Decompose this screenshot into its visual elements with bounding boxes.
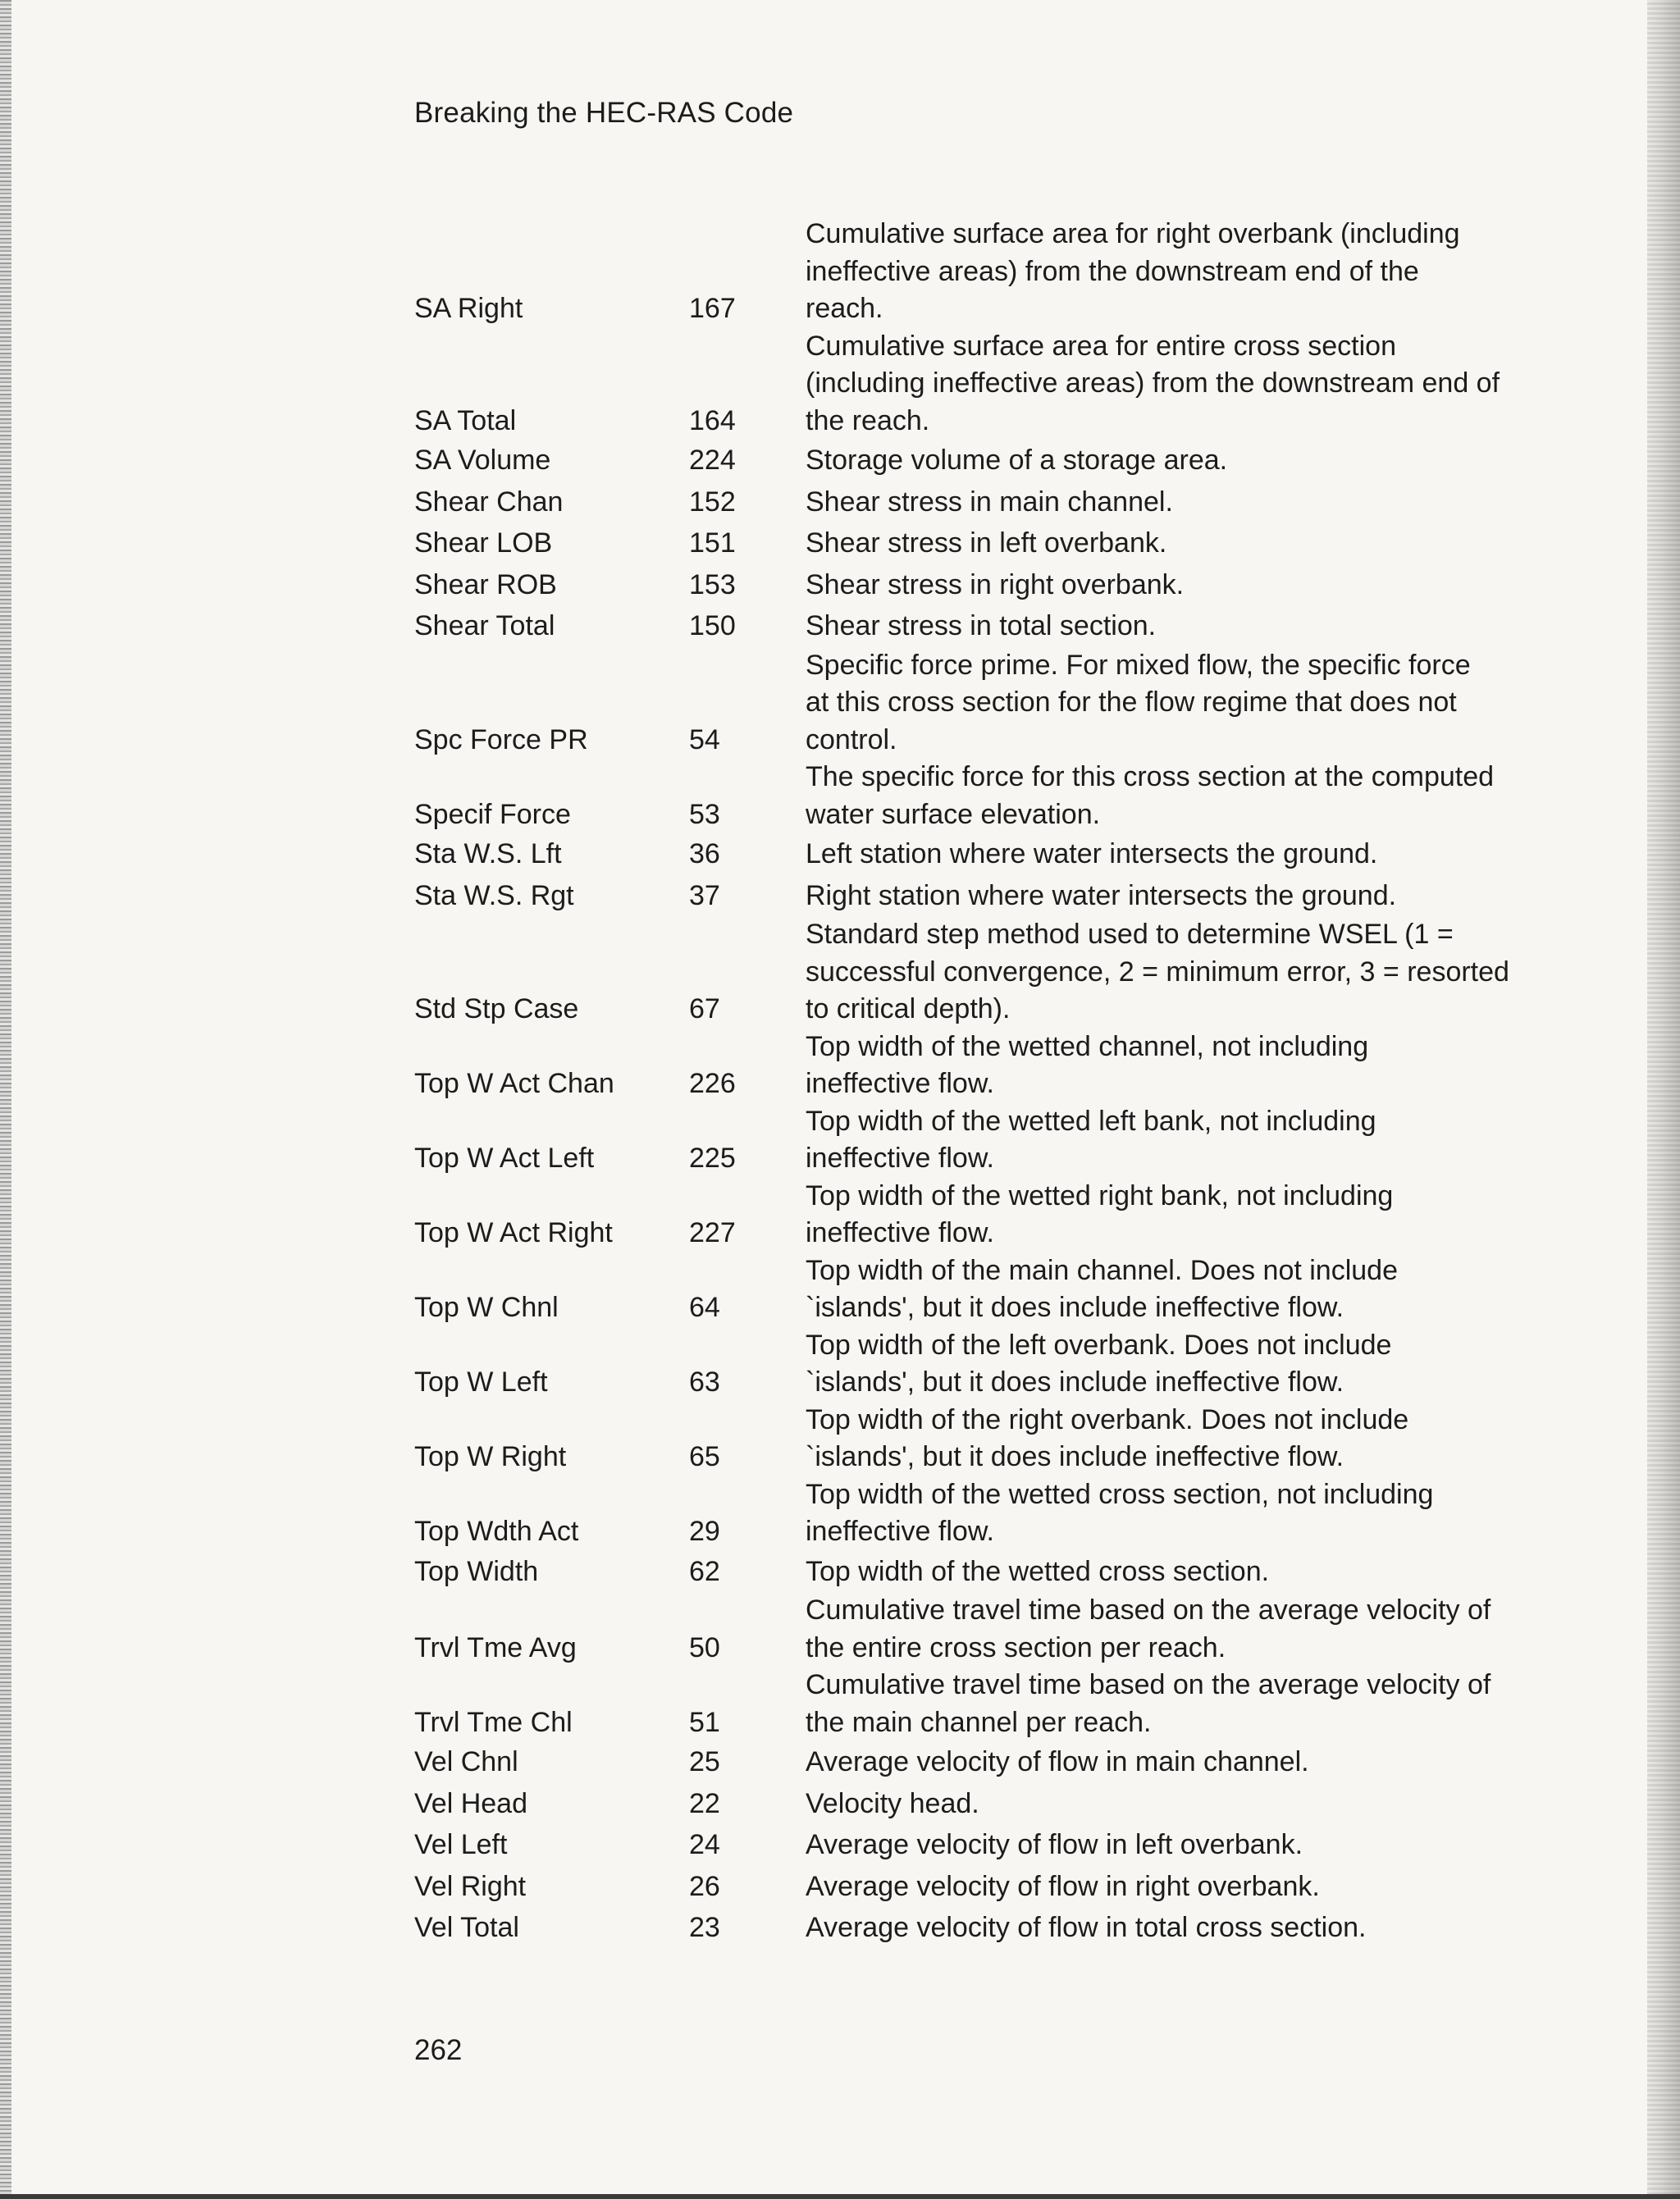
variable-name: Trvl Tme Avg: [414, 1631, 577, 1663]
variable-name: Spc Force PR: [414, 723, 588, 755]
variable-name: Vel Head: [414, 1787, 527, 1819]
table-row: [414, 875, 1563, 917]
variable-name: SA Volume: [414, 445, 551, 476]
variable-table: [414, 216, 1563, 1949]
variable-description: Cumulative surface area for entire cross section (including ineffective areas) from the downstream end of the reach.: [806, 330, 1500, 436]
variable-code: 153: [689, 568, 736, 600]
variable-code: 151: [689, 527, 736, 559]
variable-description: Top width of the right overbank. Does not include `islands', but it does include ineffective flow.: [806, 1403, 1409, 1472]
variable-name: SA Total: [414, 404, 517, 436]
variable-code: 152: [689, 486, 736, 518]
variable-description: Cumulative surface area for right overbank (including ineffective areas) from the downstream end of the reach.: [806, 218, 1460, 324]
variable-description: Average velocity of flow in left overbank.: [806, 1829, 1303, 1860]
variable-code: 67: [689, 993, 720, 1024]
table-row: [414, 1667, 1563, 1741]
variable-description: Shear stress in left overbank.: [806, 527, 1167, 559]
variable-name: Vel Chnl: [414, 1746, 518, 1777]
table-row: [414, 1402, 1563, 1476]
table-row: [414, 522, 1563, 564]
variable-code: 227: [689, 1217, 736, 1248]
table-row: [414, 833, 1563, 875]
variable-code: 224: [689, 445, 736, 476]
running-head: Breaking the HEC-RAS Code: [414, 97, 794, 129]
variable-name: Trvl Tme Chl: [414, 1706, 573, 1738]
variable-name: Std Stp Case: [414, 993, 579, 1024]
variable-code: 164: [689, 404, 736, 436]
table-row: [414, 1741, 1563, 1783]
table-row: [414, 1551, 1563, 1593]
table-row: [414, 1592, 1563, 1667]
variable-code: 24: [689, 1829, 720, 1860]
variable-description: Top width of the main channel. Does not include `islands', but it does include ineffective flow.: [806, 1254, 1399, 1323]
table-row: [414, 1029, 1563, 1103]
variable-code: 36: [689, 838, 720, 869]
table-row: [414, 647, 1563, 760]
variable-code: 63: [689, 1366, 720, 1398]
variable-code: 22: [689, 1787, 720, 1819]
variable-description: Top width of the wetted right bank, not including ineffective flow.: [806, 1179, 1394, 1248]
variable-name: Shear ROB: [414, 568, 557, 600]
variable-description: Top width of the left overbank. Does not include `islands', but it does include ineffective flow.: [806, 1329, 1392, 1398]
variable-description: Average velocity of flow in main channel.: [806, 1746, 1309, 1777]
table-row: [414, 1824, 1563, 1866]
variable-code: 64: [689, 1292, 720, 1323]
variable-description: Top width of the wetted cross section.: [806, 1555, 1270, 1587]
variable-description: Shear stress in total section.: [806, 610, 1157, 641]
variable-code: 167: [689, 293, 736, 324]
variable-code: 51: [689, 1706, 720, 1738]
variable-name: Top W Act Right: [414, 1217, 613, 1248]
variable-name: Specif Force: [414, 798, 571, 830]
table-row: [414, 440, 1563, 481]
variable-code: 54: [689, 723, 720, 755]
variable-code: 29: [689, 1516, 720, 1547]
variable-description: Cumulative travel time based on the average velocity of the entire cross section per reach.: [806, 1595, 1491, 1663]
variable-description: Average velocity of flow in right overbank.: [806, 1870, 1320, 1902]
variable-code: 50: [689, 1631, 720, 1663]
variable-name: SA Right: [414, 293, 523, 324]
variable-description: Top width of the wetted channel, not including ineffective flow.: [806, 1030, 1369, 1099]
variable-code: 62: [689, 1555, 720, 1587]
variable-description: Average velocity of flow in total cross section.: [806, 1912, 1367, 1943]
variable-name: Top Width: [414, 1555, 539, 1587]
variable-name: Top W Right: [414, 1441, 567, 1472]
variable-code: 53: [689, 798, 720, 830]
variable-name: Sta W.S. Lft: [414, 838, 562, 869]
table-row: [414, 1476, 1563, 1551]
table-row: [414, 564, 1563, 606]
variable-description: Top width of the wetted left bank, not including ineffective flow.: [806, 1105, 1376, 1174]
variable-name: Shear LOB: [414, 527, 553, 559]
variable-name: Top Wdth Act: [414, 1516, 579, 1547]
variable-name: Top W Act Left: [414, 1143, 595, 1174]
variable-description: Shear stress in main channel.: [806, 486, 1173, 518]
variable-code: 26: [689, 1870, 720, 1902]
table-row: [414, 605, 1563, 647]
variable-description: Specific force prime. For mixed flow, the specific force at this cross section for the flow regime that does not control.: [806, 649, 1471, 755]
variable-code: 25: [689, 1746, 720, 1777]
variable-description: Cumulative travel time based on the average velocity of the main channel per reach.: [806, 1669, 1491, 1738]
table-row: [414, 1866, 1563, 1908]
variable-code: 37: [689, 879, 720, 911]
table-row: [414, 1327, 1563, 1402]
table-row: [414, 481, 1563, 523]
variable-code: 225: [689, 1143, 736, 1174]
variable-code: 226: [689, 1068, 736, 1099]
scan-edge-left: [0, 0, 11, 2199]
variable-description: Standard step method used to determine WSEL (1 = successful convergence, 2 = minimum error, 3 = resorted to critical depth).: [806, 919, 1509, 1024]
variable-name: Shear Chan: [414, 486, 564, 518]
variable-name: Top W Left: [414, 1366, 548, 1398]
table-row: [414, 1252, 1563, 1327]
variable-name: Shear Total: [414, 610, 555, 641]
scan-edge-bottom: [0, 2194, 1680, 2199]
variable-description: Velocity head.: [806, 1787, 979, 1819]
table-row: [414, 216, 1563, 328]
variable-description: Shear stress in right overbank.: [806, 568, 1185, 600]
table-row: [414, 1103, 1563, 1178]
variable-description: The specific force for this cross section at the computed water surface elevation.: [806, 761, 1495, 830]
variable-description: Left station where water intersects the ground.: [806, 838, 1378, 869]
table-row: [414, 1907, 1563, 1949]
variable-name: Vel Left: [414, 1829, 508, 1860]
table-row: [414, 759, 1563, 833]
table-row: [414, 1178, 1563, 1252]
variable-code: 65: [689, 1441, 720, 1472]
variable-code: 23: [689, 1912, 720, 1943]
table-row: [414, 1783, 1563, 1825]
page-number: 262: [414, 2034, 463, 2066]
variable-description: Storage volume of a storage area.: [806, 445, 1228, 476]
table-row: [414, 328, 1563, 440]
variable-name: Top W Chnl: [414, 1292, 559, 1323]
variable-name: Top W Act Chan: [414, 1068, 614, 1099]
variable-description: Top width of the wetted cross section, not including ineffective flow.: [806, 1478, 1434, 1547]
variable-name: Vel Total: [414, 1912, 519, 1943]
scan-edge-right: [1647, 0, 1680, 2199]
variable-code: 150: [689, 610, 736, 641]
variable-description: Right station where water intersects the ground.: [806, 879, 1397, 911]
table-row: [414, 916, 1563, 1029]
variable-name: Vel Right: [414, 1870, 527, 1902]
variable-name: Sta W.S. Rgt: [414, 879, 574, 911]
